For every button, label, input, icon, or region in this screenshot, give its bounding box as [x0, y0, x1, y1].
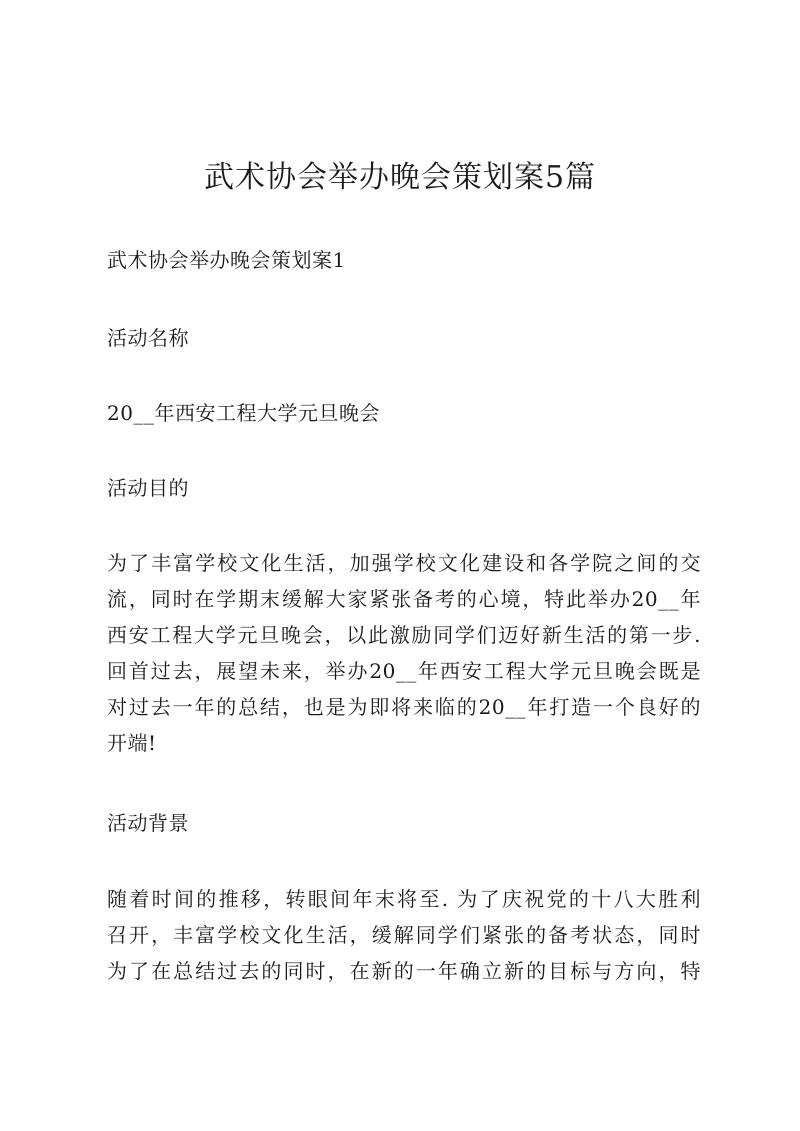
- activity-background-paragraph: [107, 884, 701, 992]
- paragraph-line: 为了在总结过去的同时，在新的一年确立新的目标与方向，特: [107, 959, 701, 983]
- activity-background-label: 活动背景: [107, 811, 189, 835]
- activity-purpose-paragraph: [107, 548, 701, 764]
- paragraph-line: 对过去一年的总结，也是为即将来临的20__年打造一个良好的: [107, 695, 701, 719]
- activity-name-label: 活动名称: [107, 326, 189, 350]
- paragraph-line: 流，同时在学期末缓解大家紧张备考的心境，特此举办20__年: [107, 587, 701, 611]
- activity-name-value: 20__年西安工程大学元旦晚会: [107, 401, 380, 425]
- paragraph-line: 随着时间的推移，转眼间年末将至. 为了庆祝党的十八大胜利: [107, 887, 701, 911]
- activity-purpose-label: 活动目的: [107, 476, 189, 500]
- document-title: 武术协会举办晚会策划案5篇: [203, 160, 597, 195]
- paragraph-line: 西安工程大学元旦晚会，以此激励同学们迈好新生活的第一步.: [107, 623, 701, 647]
- paragraph-line: 回首过去，展望未来，举办20__年西安工程大学元旦晚会既是: [107, 659, 701, 683]
- section-heading: 武术协会举办晚会策划案1: [107, 248, 346, 272]
- paragraph-line: 开端!: [107, 731, 157, 755]
- paragraph-line: 召开，丰富学校文化生活，缓解同学们紧张的备考状态，同时: [107, 923, 701, 947]
- paragraph-line: 为了丰富学校文化生活，加强学校文化建设和各学院之间的交: [107, 551, 701, 575]
